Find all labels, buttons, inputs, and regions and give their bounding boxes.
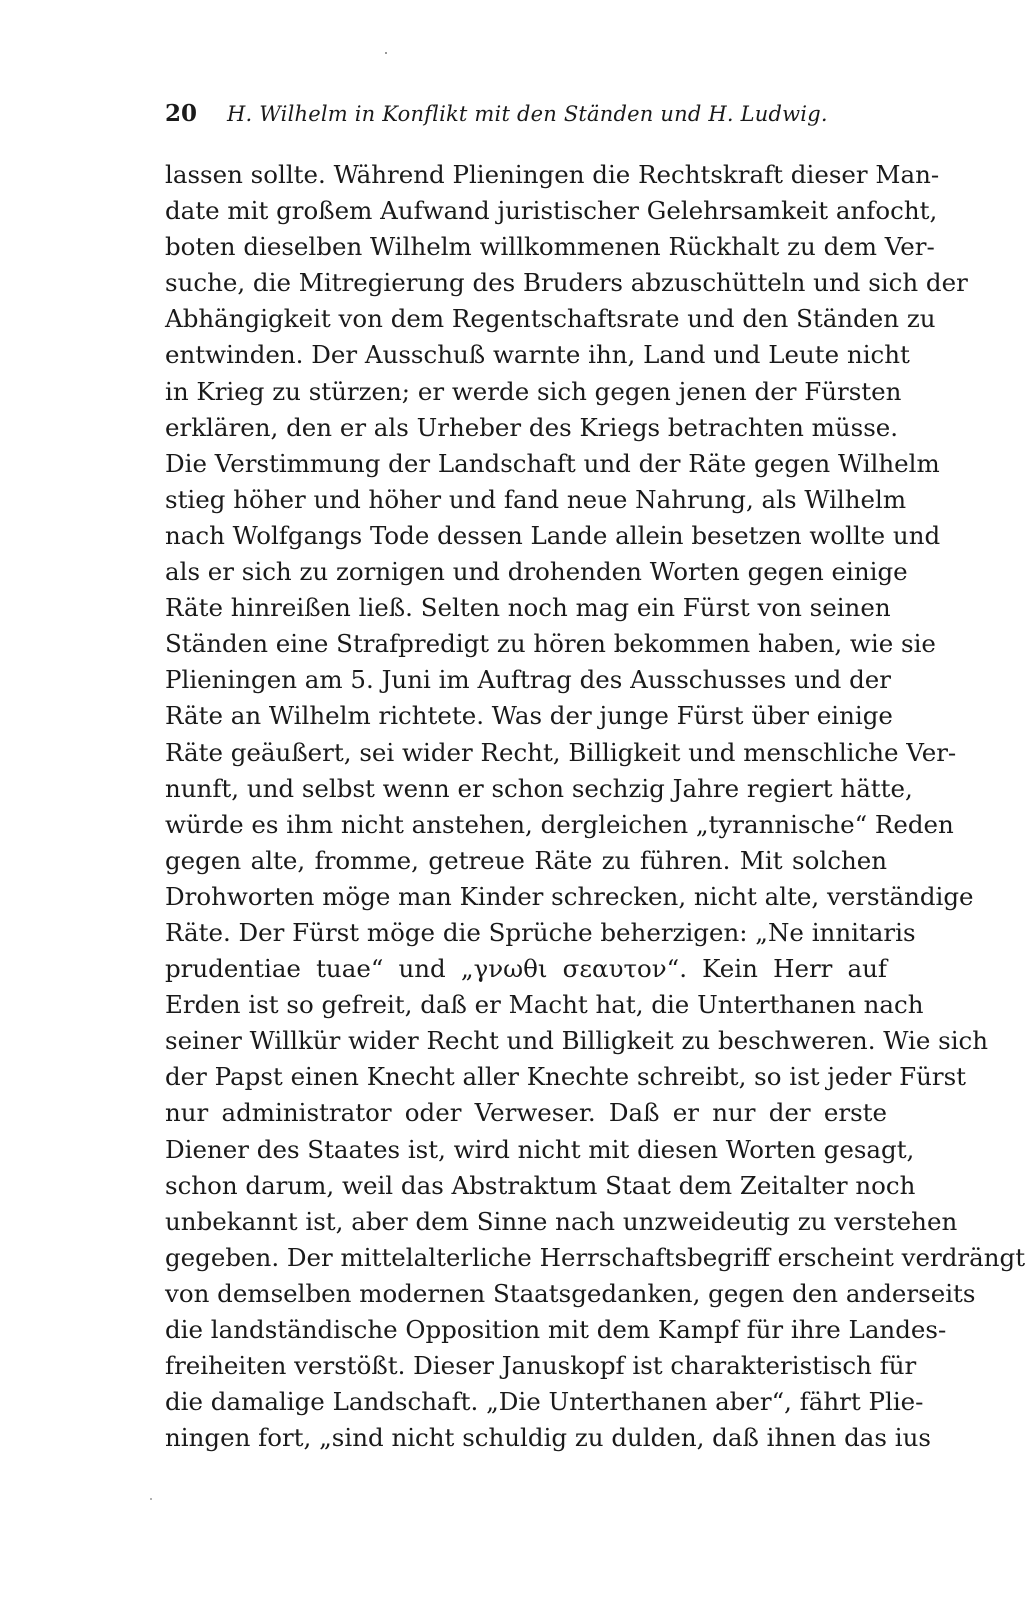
text-line: Die Verstimmung der Landschaft und der Räte gegen Wilhelm [165,448,940,478]
text-line: entwinden. Der Ausschuß warnte ihn, Land und Leute nicht [165,340,910,370]
text-line: die landständische Opposition mit dem Kampf für ihre Landes- [165,1315,947,1344]
running-head [165,100,885,136]
text-line: Plieningen am 5. Juni im Auftrag des Ausschusses und der [165,665,891,695]
text-line: Abhängigkeit von dem Regentschaftsrate und den Ständen zu [165,304,936,334]
text-line: boten dieselben Wilhelm willkommenen Rückhalt zu dem Ver- [165,232,935,262]
text-line: ningen fort, „sind nicht schuldig zu dulden, daß ihnen das ius [165,1423,931,1453]
text-line: Ständen eine Strafpredigt zu hören bekommen haben, wie sie [165,629,936,659]
print-speck [385,52,387,54]
text-line: freiheiten verstößt. Dieser Januskopf ist charakteristisch für [165,1351,917,1381]
text-line: stieg höher und höher und fand neue Nahrung, als Wilhelm [165,484,907,514]
text-line: Erden ist so gefreit, daß er Macht hat, die Unterthanen nach [165,990,924,1020]
text-line: gegeben. Der mittelalterliche Herrschaftsbegriff erscheint verdrängt [165,1242,1025,1272]
text-line: erklären, den er als Urheber des Kriegs betrachten müsse. [165,412,899,442]
page-number: 20 [165,100,198,127]
text-line: würde es ihm nicht anstehen, dergleichen „tyrannische“ Reden [165,809,954,839]
text-line: unbekannt ist, aber dem Sinne nach unzweideutig zu verstehen [165,1206,958,1236]
text-line: prudentiae tuae“ und „γνωθι σεαυτον“. Kein Herr auf [165,954,887,984]
text-line: lassen sollte. Während Plieningen die Rechtskraft dieser Man- [165,160,940,189]
text-line: nach Wolfgangs Tode dessen Lande allein besetzen wollte und [165,520,941,550]
text-line: seiner Willkür wider Recht und Billigkeit zu beschweren. Wie sich [165,1026,989,1056]
text-line: date mit großem Aufwand juristischer Gelehrsamkeit anfocht, [165,196,938,226]
running-head-title: H. Wilhelm in Konflikt mit den Ständen und H. Ludwig. [227,102,828,126]
text-line: Räte geäußert, sei wider Recht, Billigkeit und menschliche Ver- [165,737,957,767]
text-line: der Papst einen Knecht aller Knechte schreibt, so ist jeder Fürst [165,1062,967,1092]
text-line: Räte. Der Fürst möge die Sprüche beherzigen: „Ne innitaris [165,917,916,947]
text-line: in Krieg zu stürzen; er werde sich gegen jenen der Fürsten [165,376,902,406]
text-line: schon darum, weil das Abstraktum Staat dem Zeitalter noch [165,1170,916,1200]
text-line: als er sich zu zornigen und drohenden Worten gegen einige [165,557,908,587]
text-line: Diener des Staates ist, wird nicht mit diesen Worten gesagt, [165,1134,915,1164]
text-line: nur administrator oder Verweser. Daß er nur der erste [165,1098,887,1128]
text-line: nunft, und selbst wenn er schon sechzig Jahre regiert hätte, [165,773,913,803]
text-line: Räte hinreißen ließ. Selten noch mag ein Fürst von seinen [165,593,891,623]
text-line: gegen alte, fromme, getreue Räte zu führen. Mit solchen [165,845,887,875]
text-line: Drohworten möge man Kinder schrecken, nicht alte, verständige [165,881,974,911]
body-paragraph [165,157,1025,1456]
text-line: von demselben modernen Staatsgedanken, gegen den anderseits [165,1278,976,1308]
text-line: die damalige Landschaft. „Die Unterthanen aber“, fährt Plie- [165,1387,924,1417]
text-line: Räte an Wilhelm richtete. Was der junge Fürst über einige [165,701,893,731]
text-line: suche, die Mitregierung des Bruders abzuschütteln und sich der [165,268,968,298]
print-speck [150,1498,152,1500]
